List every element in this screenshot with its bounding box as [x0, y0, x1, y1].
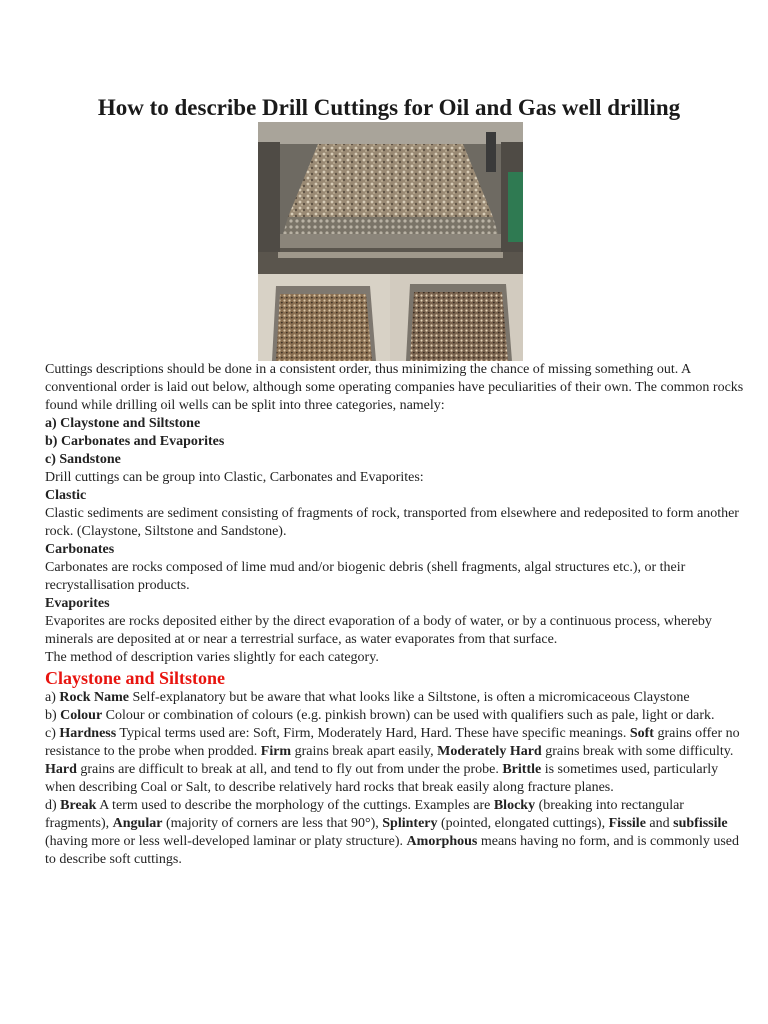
page-title: How to describe Drill Cuttings for Oil and Gas well drilling — [97, 95, 681, 120]
item-text: (breaking into rectangular fragments), — [45, 798, 684, 831]
clastic-heading: Clastic — [45, 488, 87, 503]
cuttings-tray-photo-right — [390, 274, 523, 361]
method-line: The method of description varies slightly for each category. — [45, 650, 379, 665]
item-hardness — [45, 725, 745, 797]
term-brittle: Brittle — [502, 762, 542, 777]
item-prefix: a) — [45, 690, 60, 705]
item-text: Typical terms used are: Soft, Firm, Moderately Hard, Hard. These have specific meanings. — [116, 726, 630, 741]
item-prefix: b) — [45, 708, 61, 723]
carbonates-definition: Carbonates are rocks composed of lime mud and/or biogenic debris (shell fragments, algal structures etc.), or their recrystallisation products. — [45, 560, 686, 593]
item-text: grains break apart easily, — [291, 744, 438, 759]
article-body — [45, 361, 745, 869]
item-text: grains are difficult to break at all, and tend to fly out from under the probe. — [76, 762, 503, 777]
carbonates-heading: Carbonates — [45, 542, 115, 557]
item-text: and — [645, 816, 674, 831]
category-carbonates-evaporites: b) Carbonates and Evaporites — [45, 434, 225, 449]
term-hard: Hard — [45, 762, 77, 777]
item-term: Hardness — [59, 726, 117, 741]
item-term: Rock Name — [59, 690, 129, 705]
group-line: Drill cuttings can be group into Clastic, Carbonates and Evaporites: — [45, 470, 424, 485]
evaporites-definition: Evaporites are rocks deposited either by the direct evaporation of a body of water, or by a continuous process, whereby minerals are deposited at or near a terrestrial surface, as water evaporates from that surface. — [45, 614, 712, 647]
item-text: A term used to describe the morphology of the cuttings. Examples are — [96, 798, 494, 813]
item-term: Colour — [60, 708, 103, 723]
item-text: (pointed, elongated cuttings), — [437, 816, 609, 831]
section-heading-claystone-siltstone: Claystone and Siltstone — [45, 668, 226, 688]
item-term: Break — [60, 798, 97, 813]
term-amorphous: Amorphous — [406, 834, 478, 849]
evaporites-heading: Evaporites — [45, 596, 110, 611]
term-soft: Soft — [629, 726, 654, 741]
category-claystone-siltstone: a) Claystone and Siltstone — [45, 416, 201, 431]
cuttings-tray-photo-left — [258, 274, 390, 361]
item-text: (having more or less well-developed laminar or platy structure). — [45, 834, 407, 849]
item-break — [45, 797, 745, 869]
item-text: Colour or combination of colours (e.g. pinkish brown) can be used with qualifiers such as pale, light or dark. — [102, 708, 715, 723]
term-angular: Angular — [112, 816, 163, 831]
term-firm: Firm — [260, 744, 292, 759]
item-text: grains offer no resistance to the probe when prodded. — [45, 726, 740, 759]
term-fissile: Fissile — [608, 816, 646, 831]
category-sandstone: c) Sandstone — [45, 452, 121, 467]
item-text: is sometimes used, particularly when describing Coal or Salt, to describe relatively hard rocks that break easily along fracture planes. — [45, 762, 719, 795]
item-text: means having no form, and is commonly used to describe soft cuttings. — [45, 834, 740, 867]
term-subfissile: subfissile — [673, 816, 728, 831]
item-prefix: c) — [45, 726, 60, 741]
clastic-definition: Clastic sediments are sediment consisting of fragments of rock, transported from elsewhere and redeposited to form another rock. (Claystone, Siltstone and Sandstone). — [45, 506, 739, 539]
item-prefix: d) — [45, 798, 61, 813]
term-splintery: Splintery — [382, 816, 438, 831]
item-text: grains break with some difficulty. — [541, 744, 734, 759]
shale-shaker-photo — [258, 122, 523, 274]
term-moderately-hard: Moderately Hard — [437, 744, 542, 759]
term-blocky: Blocky — [493, 798, 536, 813]
item-text: (majority of corners are less that 90°), — [162, 816, 383, 831]
item-rock-name — [45, 689, 745, 707]
item-text: Self-explanatory but be aware that what looks like a Siltstone, is often a micromicaceous Claystone — [129, 690, 690, 705]
intro-paragraph: Cuttings descriptions should be done in a consistent order, thus minimizing the chance of missing something out. A conventional order is laid out below, although some operating companies have peculiarities of their own. The common rocks found while drilling oil wells can be split into three categories, namely: — [45, 362, 744, 413]
item-colour — [45, 707, 745, 725]
